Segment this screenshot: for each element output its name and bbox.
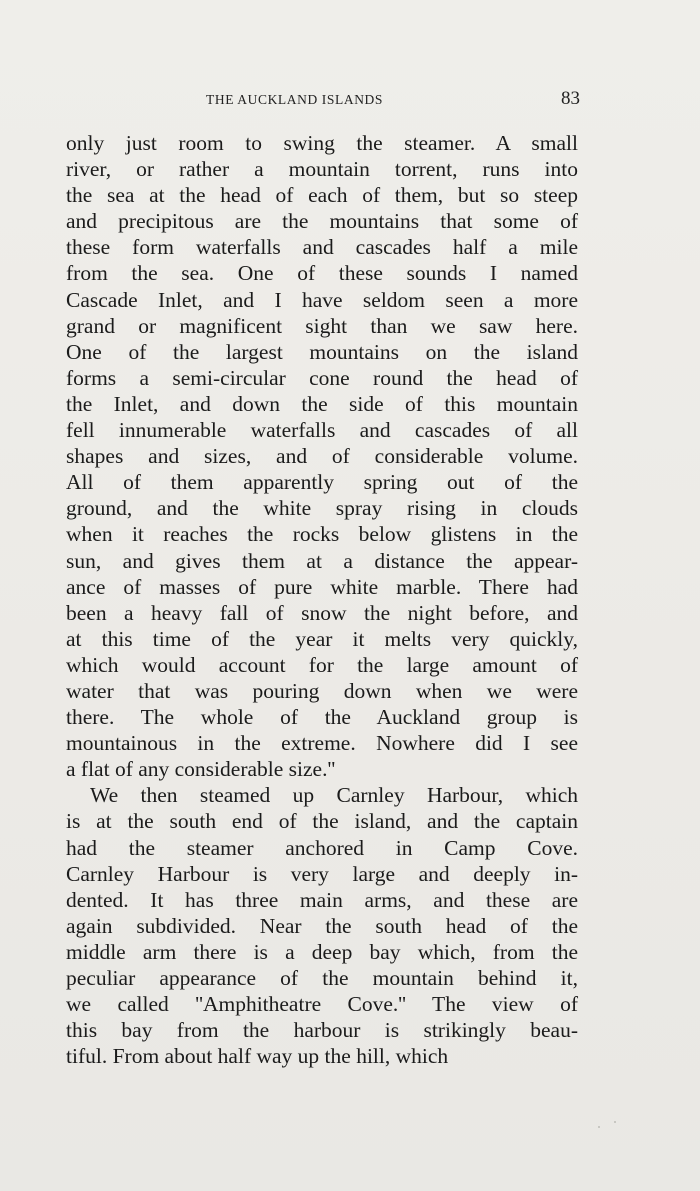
text-line: we called ''Amphitheatre Cove.'' The view of — [66, 992, 578, 1017]
paper-speck — [598, 1126, 600, 1128]
text-line: and precipitous are the mountains that some of — [66, 209, 578, 234]
text-line: sun, and gives them at a distance the appear- — [66, 548, 578, 573]
text-line: One of the largest mountains on the island — [66, 339, 578, 364]
text-line: the Inlet, and down the side of this mountain — [66, 391, 578, 416]
page-number: 83 — [561, 88, 580, 109]
text-line: is at the south end of the island, and the captain — [66, 809, 578, 834]
text-line: water that was pouring down when we were — [66, 678, 578, 703]
text-line: dented. It has three main arms, and these are — [66, 887, 578, 912]
body-text — [66, 130, 578, 1069]
text-line: river, or rather a mountain torrent, runs into — [66, 157, 578, 182]
text-line: these form waterfalls and cascades half a mile — [66, 235, 578, 260]
text-line: tiful. From about half way up the hill, which — [66, 1044, 449, 1069]
text-line: peculiar appearance of the mountain behind it, — [66, 966, 578, 990]
text-line: mountainous in the extreme. Nowhere did I see — [66, 731, 578, 756]
text-line: when it reaches the rocks below glistens in the — [66, 522, 578, 547]
text-line: had the steamer anchored in Camp Cove. — [66, 835, 578, 860]
paragraph — [66, 782, 578, 1069]
text-line: this bay from the harbour is strikingly beau- — [66, 1018, 578, 1043]
text-line: been a heavy fall of snow the night before, and — [66, 600, 578, 625]
text-line: We then steamed up Carnley Harbour, which — [90, 783, 578, 808]
text-line: a flat of any considerable size.'' — [66, 757, 336, 782]
text-line: Cascade Inlet, and I have seldom seen a more — [66, 287, 578, 312]
text-line: fell innumerable waterfalls and cascades of all — [66, 418, 578, 443]
text-line: ground, and the white spray rising in clouds — [66, 496, 578, 521]
text-line: only just room to swing the steamer. A small — [66, 131, 578, 155]
paragraph — [66, 130, 578, 782]
text-line: at this time of the year it melts very quickly, — [66, 626, 578, 651]
text-line: forms a semi-circular cone round the head of — [66, 365, 578, 390]
text-line: there. The whole of the Auckland group is — [66, 705, 578, 730]
running-title: THE AUCKLAND ISLANDS — [206, 92, 383, 107]
text-line: ance of masses of pure white marble. There had — [66, 574, 578, 599]
text-line: again subdivided. Near the south head of the — [66, 913, 578, 938]
text-line: grand or magnificent sight than we saw here. — [66, 313, 578, 338]
paper-speck — [614, 1121, 616, 1123]
text-line: which would account for the large amount of — [66, 652, 578, 677]
text-line: shapes and sizes, and of considerable volume. — [66, 444, 578, 469]
text-line: middle arm there is a deep bay which, from the — [66, 939, 578, 964]
text-line: the sea at the head of each of them, but so steep — [66, 183, 578, 208]
text-line: Carnley Harbour is very large and deeply in- — [66, 861, 578, 886]
text-line: All of them apparently spring out of the — [66, 470, 578, 495]
running-head — [66, 88, 580, 114]
text-line: from the sea. One of these sounds I named — [66, 261, 578, 286]
